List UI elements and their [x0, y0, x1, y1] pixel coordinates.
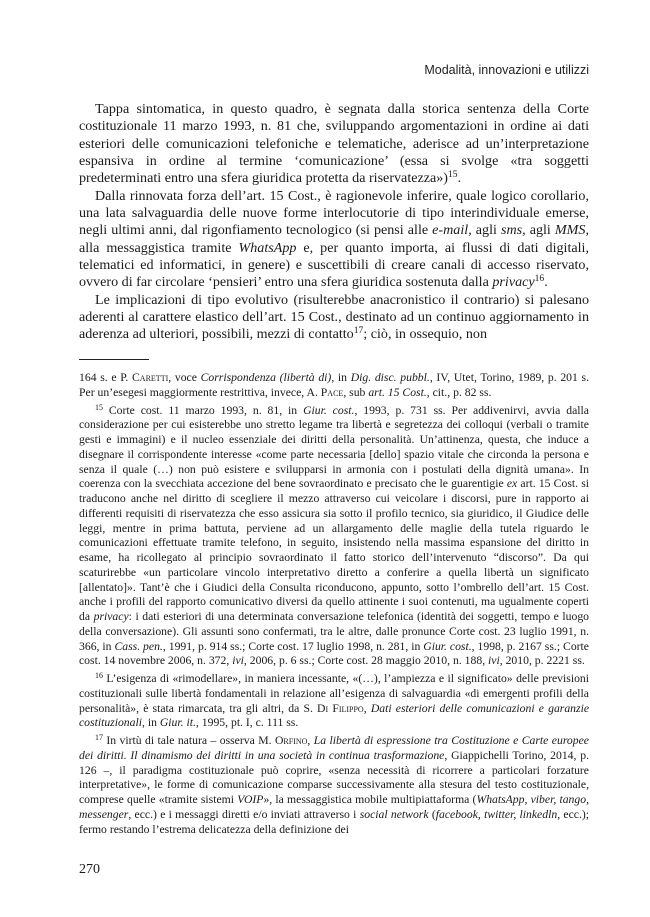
- footnotes: [79, 371, 589, 840]
- footnote-ref[interactable]: 17: [353, 325, 364, 337]
- page-number: 270: [79, 862, 100, 877]
- footnote-ref[interactable]: 16: [534, 273, 545, 285]
- paragraph: Tappa sintomatica, in questo quadro, è segnata dalla storica sentenza della Corte costituzionale 11 marzo 1993, n. 81 che, sviluppando argomentazioni in ordine ai dati esteriori delle comunicazioni telefoniche e telematiche, aderisce ad un’interpretazione espansiva in ordine al termine ‘comunicazione’ (essa si svolge «tra soggetti predeterminati entro una sfera giuridica protetta da riservatezza»)$^{15}$.: [79, 101, 589, 187]
- paragraph: Le implicazioni di tipo evolutivo (risulterebbe anacronistico il contrario) si palesano aderenti al carattere elastico dell’art. 15 Cost., destinato ad un continuo aggiornamento in aderenza ad ulteriori, possibili, mezzi di contatto$^{17}$; ciò, in ossequio, non: [79, 291, 589, 343]
- footnote-16: $^{16}$ L’esigenza di «rimodellare», in maniera incessante, «(…), l’ampiezza e il significato» delle previsioni costituzionali sulle libertà fondamentali in relazione all’esigenza di salvaguardia «di emergenti profili della personalità», è stata rimarcata, tra gli altri, da S. Di Filippo, Dati esteriori delle comunicazioni e garanzie costituzionali, in Giur. it., 1995, pt. I, c. 111 ss.: [79, 671, 590, 730]
- running-header: Modalità, innovazioni e utilizzi: [424, 63, 589, 77]
- footnote-ref[interactable]: 15: [448, 169, 458, 181]
- main-text: [79, 101, 589, 344]
- footnote-separator: [79, 359, 149, 360]
- paragraph: Dalla rinnovata forza dell’art. 15 Cost., è ragionevole inferire, quale logico corollario, una lata salvaguardia delle nuove forme interlocutorie di tipo interindividuale emerse, negli ultimi anni, dal rigonfiamento tecnologico (si pensi alle e-mail, agli sms, agli MMS, alla messaggistica tramite WhatsApp e, per quanto importa, ai flussi di dati digitali, telematici ed informatici, in genere) e suscettibili di creare canali di accesso riservato, ovvero di far circolare ‘pensieri’ entro una sfera giuridica sostenuta dalla privacy$^{16}$.: [79, 187, 589, 291]
- footnote-15: $^{15}$ Corte cost. 11 marzo 1993, n. 81, in Giur. cost., 1993, p. 731 ss. Per addivenirvi, avvia dalla considerazione per cui esisterebbe uno stretto legame tra libertà e segretezza dei colloqui (verbali o tramite gesti e immagini) e il nucleo essenziale dei diritti della personalità. Un’attinenza, questa, che induce a disegnare il corrispondente interesse «come parte necessaria [dello] spazio vitale che circonda la persona e senza il quale (…) non può esistere e svilupparsi in armonia con i postulati della dignità umana». In coerenza con la svecchiata accezione del bene sovraordinato e precisato che le guarentigie ex art. 15 Cost. si traducono anche nel diritto di scegliere il mezzo attraverso cui veicolare i discorsi, pure in rapporto ai differenti requisiti di riservatezza che esso assicura sia sotto il profilo tecnico, sia giuridico, il Giudice delle leggi, mentre in prima battuta, perviene ad un allargamento delle maglie della tutela riguardo le comunicazioni effettuate tramite telefono, in seguito, insistendo nella massima espansione del diritto in esame, ha ricollegato al principio sovraordinato il fatto storico dell’intervenuto “discorso”. Da qui scaturirebbe «un particolare vincolo interpretativo diretto a conferire a quella libertà un significato [allentato]». Tant’è che i Giudici della Consulta riconducono, appunto, sotto l’ombrello dell’art. 15 Cost. anche i profili del rapporto comunicativo diversi da quello attinente i suoi contenuti, ma ugualmente coperti da privacy: i dati esteriori di una determinata conversazione telefonica (identità dei soggetti, tempo e luogo della conversazione). Gli assunti sono confermati, tra le altre, dalle pronunce Corte cost. 23 luglio 1991, n. 366, in Cass. pen., 1991, p. 914 ss.; Corte cost. 17 luglio 1998, n. 281, in Giur. cost., 1998, p. 2167 ss.; Corte cost. 14 novembre 2006, n. 372, ivi, 2006, p. 6 ss.; Corte cost. 28 maggio 2010, n. 188, ivi, 2010, p. 2221 ss.: [79, 402, 590, 668]
- footnote-17: $^{17}$ In virtù di tale natura – osserva M. Orfino, La libertà di espressione tra Costituzione e Carte europee dei diritti. Il dinamismo dei diritti in una società in continua trasformazione, Giappichelli Torino, 2014, p. 126 –, il paradigma costituzionale può coprire, «senza necessità di ricorrere a particolari forzature interpretative», le forme di comunicazione comparse successivamente alla stesura del testo costituzionale, comprese quelle «tramite sistemi VOIP», la messaggistica mobile multipiattaforma (WhatsApp, viber, tango, messenger, ecc.) e i messaggi diretti e/o inviati attraverso i social network (facebook, twitter, linkedln, ecc.); fermo restando l’estrema delicatezza della definizione dei: [79, 733, 590, 836]
- footnote-continuation: 164 s. e P. Caretti, voce Corrispondenza (libertà di), in Dig. disc. pubbl., IV, Utet, Torino, 1989, p. 201 s. Per un’esegesi maggiormente restrittiva, invece, A. Pace, sub art. 15 Cost., cit., p. 82 ss.: [79, 371, 590, 399]
